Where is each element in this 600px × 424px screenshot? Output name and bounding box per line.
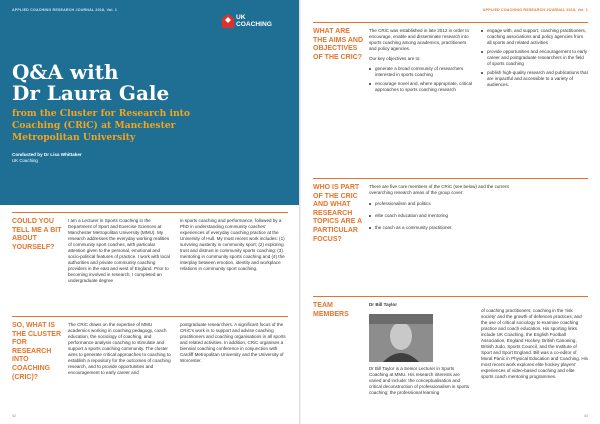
question-heading-about: COULD YOU TELL ME A BIT ABOUT YOURSELF? (12, 218, 62, 251)
section-rule (12, 316, 288, 317)
article-title (12, 62, 212, 104)
member-bio-col2: of coaching practitioners; coaching in the 'risk society' and the growth of defences practices; and the use of critical sociology to examine coaching practice and coach education. His sporting links include UK Coaching, the English Football Association, England Hockey, British Canoeing, British Judo, Sports Council, and the Institute of Sport and Sport England. Bill was a co-editor of Moral Panic in Physical Education and Coaching. His most recent work explores elite hockey players' experiences of video-based coaching and elite sports coach mentoring programmes. (481, 308, 588, 379)
logo-mark-icon (222, 14, 234, 28)
member-name: Dr Bill Taylor (369, 302, 397, 307)
list-item: generate a broad community of researchers interested in sports coaching (369, 66, 473, 78)
team-members-heading: TEAM MEMBERS (313, 302, 349, 318)
aims-bullets-col1 (369, 66, 473, 93)
section-rule (12, 212, 288, 213)
list-item: provide opportunities and encouragement to early career and postgraduate researchers in the field of sports coaching (481, 49, 588, 67)
member-photo (369, 314, 433, 362)
answer-about-col2: in sports coaching and performance, followed by a PhD in understanding community coaches' experiences of everyday coaching practice at the University of Hull. My most recent work includes: (1) surviving austerity in community sport; (2) exploring trust and distrust in community sports coaching; (3) mentoring in community sports coaching and (4) the interplay between emotion, identity and workplace relations in community sport coaching. (180, 218, 285, 271)
page-number-left: 42 (12, 414, 16, 418)
question-heading-aims: WHAT ARE THE AIMS AND OBJECTIVES OF THE CRIC? (313, 28, 364, 61)
aims-intro: The CRiC was established in late 2012 in order to encourage, enable and disseminate research into sports coaching among academics, practitioners and policy agencies. (369, 28, 470, 51)
answer-cric-col1: The CRiC draws on the expertise of MMU academics working in coaching pedagogy, coach education, the sociology of coaching, and performance analysis coaching to stimulate and support a sports coaching community. The cluster aims to generate critical approaches to coaching to establish a repository for the outcomes of coaching research, and to provide opportunities and encouragement to early career and (68, 322, 171, 375)
logo-text (236, 14, 272, 28)
hero-banner (0, 0, 300, 205)
member-bio-col1: Dr Bill Taylor is a Senior Lecturer in Sports Coaching at MMU. His research interests are varied and include: the conceptualisation and critical deconstruction of professionalism in sports coaching; the professional learning (369, 366, 470, 395)
logo-line-2: COACHING (236, 21, 272, 28)
answer-cric-col2: postgraduate researchers. A significant focus of the CRiC's work is to support and advise coaching practitioners and coaching organisations in all sports and related activities. In addition, CRiC organises a biennial coaching conference in conjunction with Cardiff Metropolitan University and the University of Worcester. (180, 322, 286, 363)
list-item: the coach as a community practitioner. (369, 225, 519, 231)
list-item: publish high-quality research and publications that are impactful and accessible to a variety of audiences. (481, 70, 588, 88)
answer-members (369, 184, 519, 234)
section-rule (313, 22, 588, 23)
members-intro: There are five core members of the CRiC (see below) and the current overarching research areas of the group cover: (369, 184, 509, 195)
list-item: elite coach education and mentoring (369, 213, 519, 219)
section-rule (313, 178, 588, 179)
list-item: engage with, and support, coaching practitioners, coaching associations and policy agencies from all sports and related activities (481, 28, 588, 46)
question-heading-cric: SO, WHAT IS THE CLUSTER FOR RESEARCH INTO COACHING (CRIC)? (12, 322, 61, 381)
question-heading-members: WHO IS PART OF THE CRIC AND WHAT RESEARCH TOPICS ARE A PARTICULAR FOCUS? (313, 184, 362, 243)
uk-coaching-logo (222, 12, 274, 32)
list-item: encourage novel and, where appropriate, critical approaches to sports coaching research (369, 81, 473, 93)
article-subtitle: from the Cluster for Research into Coaching (CRiC) at Manchester Metropolitan University (12, 108, 191, 143)
aims-bullets-col2 (481, 28, 588, 88)
members-bullets (369, 201, 519, 231)
answer-aims-col1 (369, 28, 473, 96)
answer-aims-col2 (481, 28, 588, 91)
running-head-left: APPLIED COACHING RESEARCH JOURNAL 2018, Vol. 1 (12, 8, 118, 12)
answer-about-col1: I am a Lecturer in Sports Coaching in the Department of Sport and Exercise Sciences at Manchester Metropolitan University (MMU). My research addresses the everyday working realities of community sport coaches, with particular attention given to the personal, emotional and socio-political features of practice. I work with local authorities and private community coaching providers in the east and west of England. Prior to becoming involved in research, I completed an undergraduate degree (68, 218, 170, 283)
title-line-1: Q&A with (12, 60, 119, 84)
byline: Conducted by Dr Lisa Whittaker (12, 152, 82, 157)
byline-organisation: UK Coaching (12, 158, 38, 163)
right-page (301, 0, 600, 424)
title-line-2: Dr Laura Gale (12, 81, 170, 105)
list-item: professionalism and politics (369, 201, 519, 207)
running-head-right: APPLIED COACHING RESEARCH JOURNAL 2018, Vol. 1 (482, 8, 588, 12)
page-number-right: 43 (584, 414, 588, 418)
section-rule (313, 296, 588, 297)
portrait-image (369, 314, 433, 362)
aims-lead: Our key objectives are to: (369, 56, 421, 61)
logo-line-1: UK (236, 14, 246, 21)
